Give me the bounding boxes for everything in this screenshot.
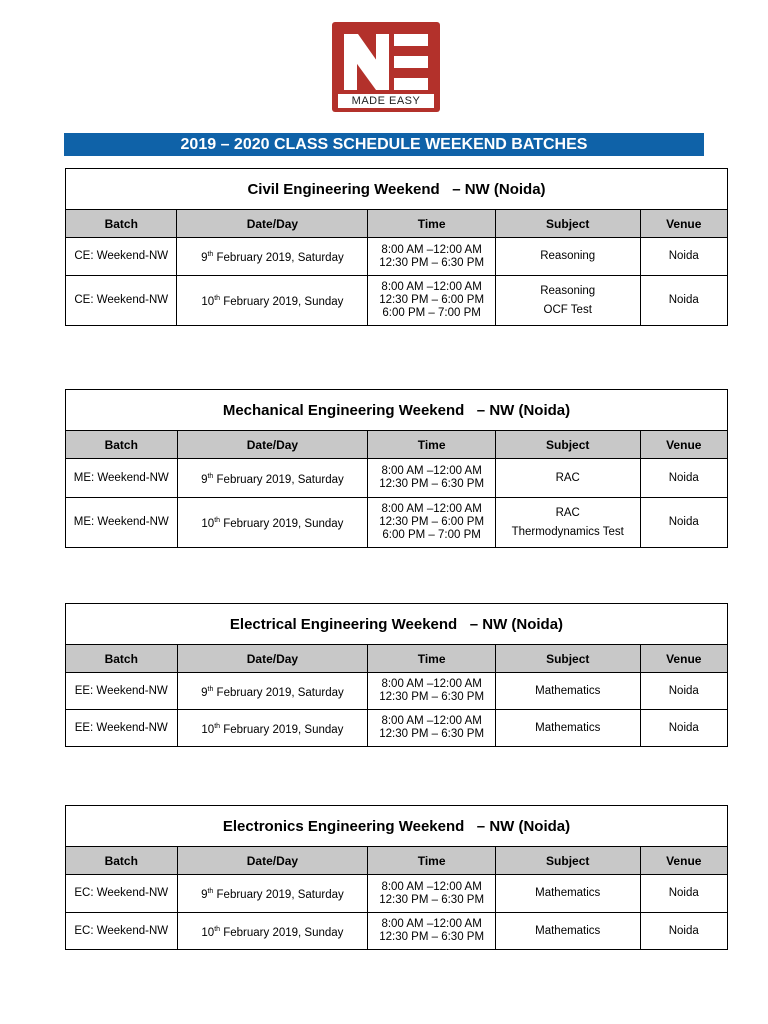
column-header: Time — [368, 210, 496, 238]
column-header: Time — [368, 431, 496, 459]
electrical-schedule-table — [65, 603, 728, 747]
electronics-schedule-table — [65, 805, 728, 950]
table-row — [66, 498, 728, 548]
time-cell — [368, 238, 496, 276]
batch-cell: EE: Weekend-NW — [66, 673, 178, 710]
time-cell — [368, 673, 496, 710]
subject-name: Mathematics — [535, 721, 601, 734]
table-header-row — [66, 645, 728, 673]
subject-name: OCF Test — [543, 303, 592, 316]
time-slot: 8:00 AM –12:00 AM — [381, 243, 482, 256]
table-header-row — [66, 847, 728, 875]
subject-cell — [495, 276, 640, 326]
date-cell — [177, 673, 368, 710]
column-header: Date/Day — [177, 645, 368, 673]
time-slot: 8:00 AM –12:00 AM — [381, 281, 482, 293]
date-day-suffix: th — [214, 925, 221, 933]
subject-name: RAC — [555, 506, 580, 519]
date-day-number: 9 — [201, 473, 208, 486]
date-day-number: 10 — [201, 723, 215, 736]
date-cell — [177, 498, 368, 548]
time-slot: 12:30 PM – 6:30 PM — [379, 478, 485, 490]
date-rest: February 2019, Sunday — [220, 295, 344, 308]
time-slot: 8:00 AM –12:00 AM — [381, 918, 482, 930]
batch-cell: ME: Weekend-NW — [66, 459, 178, 498]
time-slot: 12:30 PM – 6:30 PM — [379, 256, 485, 269]
time-cell — [368, 913, 496, 950]
subject-name: RAC — [555, 471, 580, 484]
time-cell — [368, 498, 496, 548]
table-title-row — [66, 390, 728, 431]
civil-schedule-table — [65, 168, 728, 326]
date-day-suffix: th — [214, 722, 221, 730]
column-header: Batch — [66, 645, 178, 673]
date-cell — [177, 238, 368, 276]
subject-cell — [495, 710, 640, 747]
column-header: Date/Day — [177, 210, 368, 238]
date-rest: February 2019, Saturday — [213, 251, 344, 264]
table-header-row — [66, 431, 728, 459]
time-cell — [368, 459, 496, 498]
table-header-row — [66, 210, 728, 238]
column-header: Date/Day — [177, 847, 368, 875]
table-title: Mechanical Engineering Weekend – NW (Noida) — [66, 390, 728, 431]
ne-monogram-icon — [332, 22, 440, 94]
venue-cell: Noida — [640, 459, 727, 498]
column-header: Subject — [495, 645, 640, 673]
logo-caption: MADE EASY — [338, 94, 434, 108]
date-rest: February 2019, Sunday — [220, 926, 344, 939]
time-slot: 12:30 PM – 6:30 PM — [379, 728, 485, 740]
time-slot: 12:30 PM – 6:00 PM — [379, 294, 485, 306]
table-title-row — [66, 806, 728, 847]
subject-name: Mathematics — [535, 684, 601, 697]
time-slot: 6:00 PM – 7:00 PM — [382, 307, 481, 319]
batch-cell: EC: Weekend-NW — [66, 875, 178, 913]
date-day-suffix: th — [214, 517, 221, 525]
time-cell — [368, 276, 496, 326]
column-header: Time — [368, 645, 496, 673]
column-header: Venue — [640, 847, 727, 875]
date-day-number: 9 — [201, 251, 208, 264]
date-cell — [177, 276, 368, 326]
time-slot: 6:00 PM – 7:00 PM — [382, 529, 481, 541]
batch-cell: EC: Weekend-NW — [66, 913, 178, 950]
date-rest: February 2019, Saturday — [213, 473, 344, 486]
subject-name: Mathematics — [535, 887, 601, 899]
date-rest: February 2019, Saturday — [213, 686, 344, 699]
column-header: Batch — [66, 431, 178, 459]
date-cell — [177, 710, 368, 747]
date-day-suffix: th — [207, 472, 214, 480]
batch-cell: CE: Weekend-NW — [66, 238, 177, 276]
time-slot: 8:00 AM –12:00 AM — [381, 880, 482, 893]
table-row — [66, 459, 728, 498]
table-row — [66, 673, 728, 710]
mechanical-schedule-table — [65, 389, 728, 548]
subject-name: Reasoning — [540, 284, 596, 297]
table-title: Electrical Engineering Weekend – NW (Noida) — [66, 604, 728, 645]
table-row — [66, 913, 728, 950]
venue-cell: Noida — [640, 673, 727, 710]
date-rest: February 2019, Sunday — [220, 517, 344, 530]
time-slot: 12:30 PM – 6:30 PM — [379, 931, 485, 943]
time-slot: 8:00 AM –12:00 AM — [381, 503, 482, 515]
time-slot: 12:30 PM – 6:30 PM — [379, 893, 485, 906]
date-rest: February 2019, Sunday — [220, 723, 344, 736]
batch-cell: EE: Weekend-NW — [66, 710, 178, 747]
table-title: Civil Engineering Weekend – NW (Noida) — [66, 169, 728, 210]
page-title-banner: 2019 – 2020 CLASS SCHEDULE WEEKEND BATCHES — [64, 133, 704, 156]
column-header: Batch — [66, 210, 177, 238]
subject-name: Reasoning — [540, 250, 596, 262]
column-header: Venue — [640, 645, 727, 673]
batch-cell: CE: Weekend-NW — [66, 276, 177, 326]
table-title-row — [66, 169, 728, 210]
column-header: Batch — [66, 847, 178, 875]
venue-cell: Noida — [640, 875, 727, 913]
time-slot: 8:00 AM –12:00 AM — [381, 678, 482, 690]
subject-cell — [495, 459, 640, 498]
time-cell — [368, 875, 496, 913]
column-header: Subject — [495, 210, 640, 238]
venue-cell: Noida — [640, 710, 727, 747]
table-title-row — [66, 604, 728, 645]
table-row — [66, 875, 728, 913]
table-row — [66, 710, 728, 747]
time-cell — [368, 710, 496, 747]
venue-cell: Noida — [640, 913, 727, 950]
time-slot: 8:00 AM –12:00 AM — [381, 465, 482, 477]
date-day-number: 9 — [201, 686, 208, 699]
venue-cell: Noida — [640, 238, 727, 276]
table-row — [66, 238, 728, 276]
date-cell — [177, 875, 368, 913]
column-header: Date/Day — [177, 431, 368, 459]
column-header: Subject — [495, 431, 640, 459]
subject-cell — [495, 673, 640, 710]
date-day-number: 10 — [201, 517, 215, 530]
subject-name: Mathematics — [535, 924, 601, 937]
venue-cell: Noida — [640, 276, 727, 326]
time-slot: 8:00 AM –12:00 AM — [381, 715, 482, 727]
time-slot: 12:30 PM – 6:00 PM — [379, 516, 485, 528]
date-day-suffix: th — [207, 685, 214, 693]
column-header: Venue — [640, 210, 727, 238]
date-day-suffix: th — [207, 251, 214, 259]
date-day-number: 9 — [201, 888, 208, 901]
date-cell — [177, 913, 368, 950]
subject-cell — [495, 913, 640, 950]
date-day-number: 10 — [201, 926, 215, 939]
date-rest: February 2019, Saturday — [213, 888, 344, 901]
table-title: Electronics Engineering Weekend – NW (Noida) — [66, 806, 728, 847]
date-day-suffix: th — [214, 295, 221, 303]
subject-name: Thermodynamics Test — [511, 525, 624, 538]
subject-cell — [495, 498, 640, 548]
table-row — [66, 276, 728, 326]
column-header: Venue — [640, 431, 727, 459]
made-easy-logo — [332, 22, 440, 112]
date-day-suffix: th — [207, 888, 214, 896]
column-header: Subject — [495, 847, 640, 875]
venue-cell: Noida — [640, 498, 727, 548]
column-header: Time — [368, 847, 496, 875]
subject-cell — [495, 875, 640, 913]
time-slot: 12:30 PM – 6:30 PM — [379, 691, 485, 703]
date-cell — [177, 459, 368, 498]
date-day-number: 10 — [201, 295, 215, 308]
subject-cell — [495, 238, 640, 276]
batch-cell: ME: Weekend-NW — [66, 498, 178, 548]
